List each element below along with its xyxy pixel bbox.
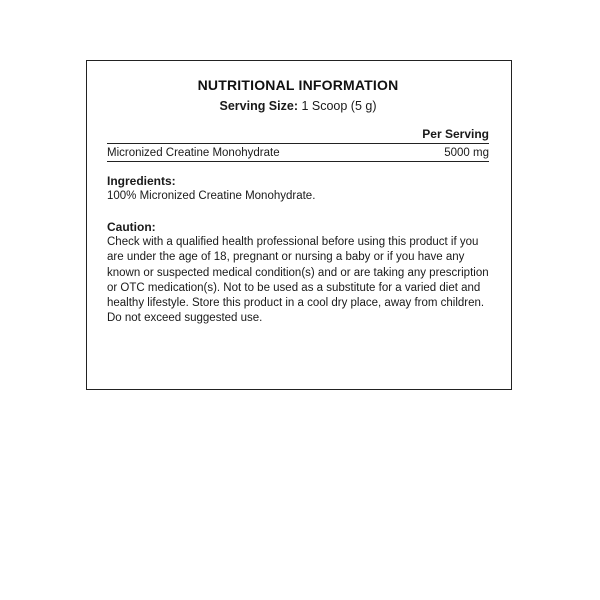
per-serving-header: Per Serving: [107, 127, 489, 144]
ingredients-heading: Ingredients:: [107, 174, 176, 188]
serving-size-value: 1 Scoop (5 g): [301, 99, 377, 113]
caution-text: Check with a qualified health professional before using this product if you are under the age of 18, pregnant or nursing a baby or if you have any known or suspected medical condition(s) and or are taking any prescription or OTC medication(s). Not to be used as a substitute for a varied diet and healthy lifestyle. Store this product in a cool dry place, away from children. Do not exceed suggested use.: [107, 236, 489, 325]
ingredients-text: 100% Micronized Creatine Monohydrate.: [107, 190, 316, 202]
nutrient-name: Micronized Creatine Monohydrate: [107, 147, 280, 159]
label-title: NUTRITIONAL INFORMATION: [197, 77, 399, 93]
nutrient-row: [107, 144, 489, 162]
nutrient-amount: 5000 mg: [444, 147, 489, 159]
serving-size-label: Serving Size:: [219, 99, 298, 113]
serving-size-line: [107, 99, 489, 113]
nutrition-label-panel: [86, 60, 512, 390]
caution-heading: Caution:: [107, 220, 156, 235]
